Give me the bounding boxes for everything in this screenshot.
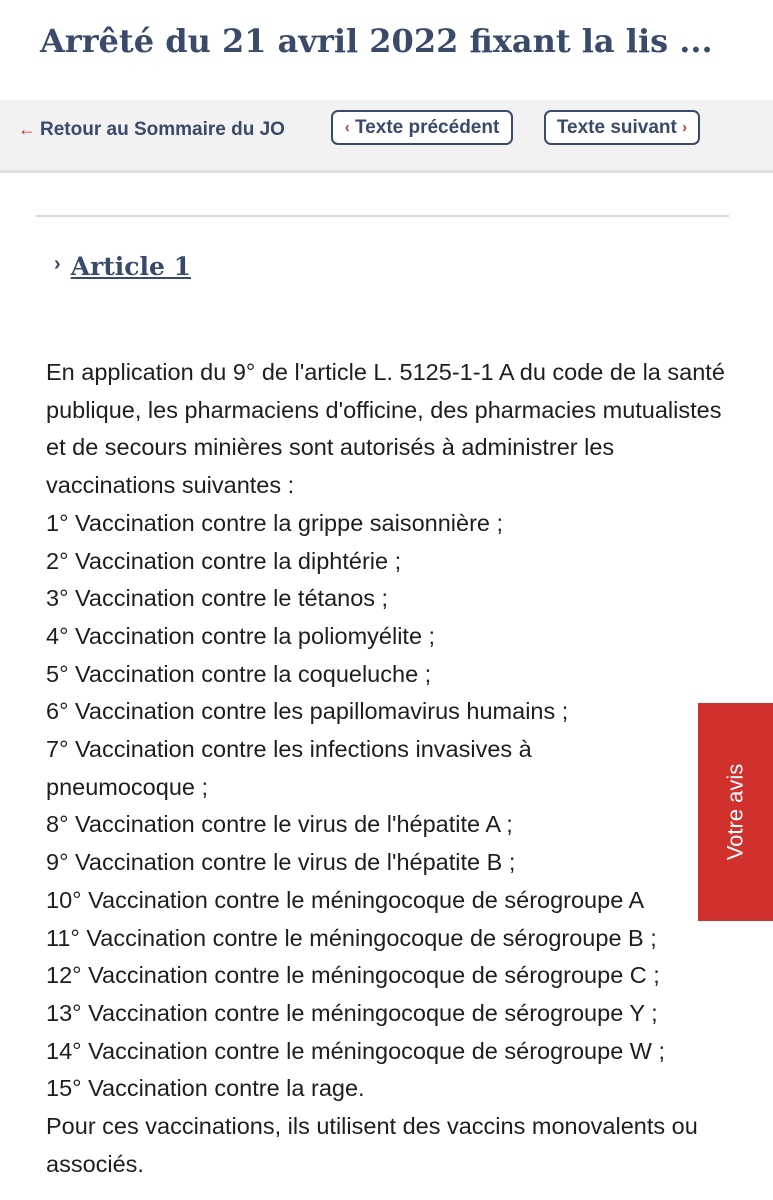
vaccination-item: 12° Vaccination contre le méningocoque de sérogroupe C ; [46,962,660,989]
vaccination-item: 7° Vaccination contre les infections invasives à pneumocoque ; [46,736,532,800]
article-heading[interactable] [54,252,191,281]
vaccination-item: 10° Vaccination contre le méningocoque de sérogroupe A [46,886,645,913]
chevron-left-icon: ‹ [344,119,350,136]
page-title: Arrêté du 21 avril 2022 fixant la lis ... [40,22,713,60]
vaccination-item: 4° Vaccination contre la poliomyélite ; [46,622,436,649]
next-text-label: Texte suivant [556,116,677,138]
section-divider [36,215,729,217]
arrow-left-icon: ← [18,119,36,139]
article-body [46,354,746,1183]
article-closing: Pour ces vaccinations, ils utilisent des vaccins monovalents ou associés. [46,1113,698,1177]
feedback-label: Votre avis [722,763,748,861]
previous-text-label: Texte précédent [354,116,500,138]
vaccination-item: 2° Vaccination contre la diphtérie ; [46,547,402,574]
back-to-summary-label: Retour au Sommaire du JO [40,119,285,140]
next-text-button[interactable] [544,110,700,145]
vaccination-item: 1° Vaccination contre la grippe saisonnière ; [46,509,504,536]
vaccination-item: 14° Vaccination contre le méningocoque de sérogroupe W ; [46,1037,666,1064]
document-navbar [0,100,773,173]
feedback-tab[interactable] [698,703,773,921]
vaccination-item: 5° Vaccination contre la coqueluche ; [46,660,432,687]
vaccination-item: 15° Vaccination contre la rage. [46,1075,365,1102]
vaccination-item: 13° Vaccination contre le méningocoque de sérogroupe Y ; [46,999,658,1026]
vaccination-item: 8° Vaccination contre le virus de l'hépatite A ; [46,811,513,838]
previous-text-button[interactable] [331,110,513,145]
vaccination-item: 9° Vaccination contre le virus de l'hépatite B ; [46,849,516,876]
vaccination-item: 3° Vaccination contre le tétanos ; [46,585,389,612]
vaccination-item: 11° Vaccination contre le méningocoque de sérogroupe B ; [46,924,657,951]
chevron-right-icon: › [682,119,688,136]
article-intro: En application du 9° de l'article L. 5125-1-1 A du code de la santé publique, les pharmaciens d'officine, des pharmacies mutualistes et de secours minières sont autorisés à administrer les vaccinations suivantes : [46,359,725,499]
chevron-right-icon: › [54,253,61,275]
article-1-link[interactable]: Article 1 [70,252,192,281]
vaccination-item: 6° Vaccination contre les papillomavirus humains ; [46,698,569,725]
back-to-summary-link[interactable] [18,119,285,141]
